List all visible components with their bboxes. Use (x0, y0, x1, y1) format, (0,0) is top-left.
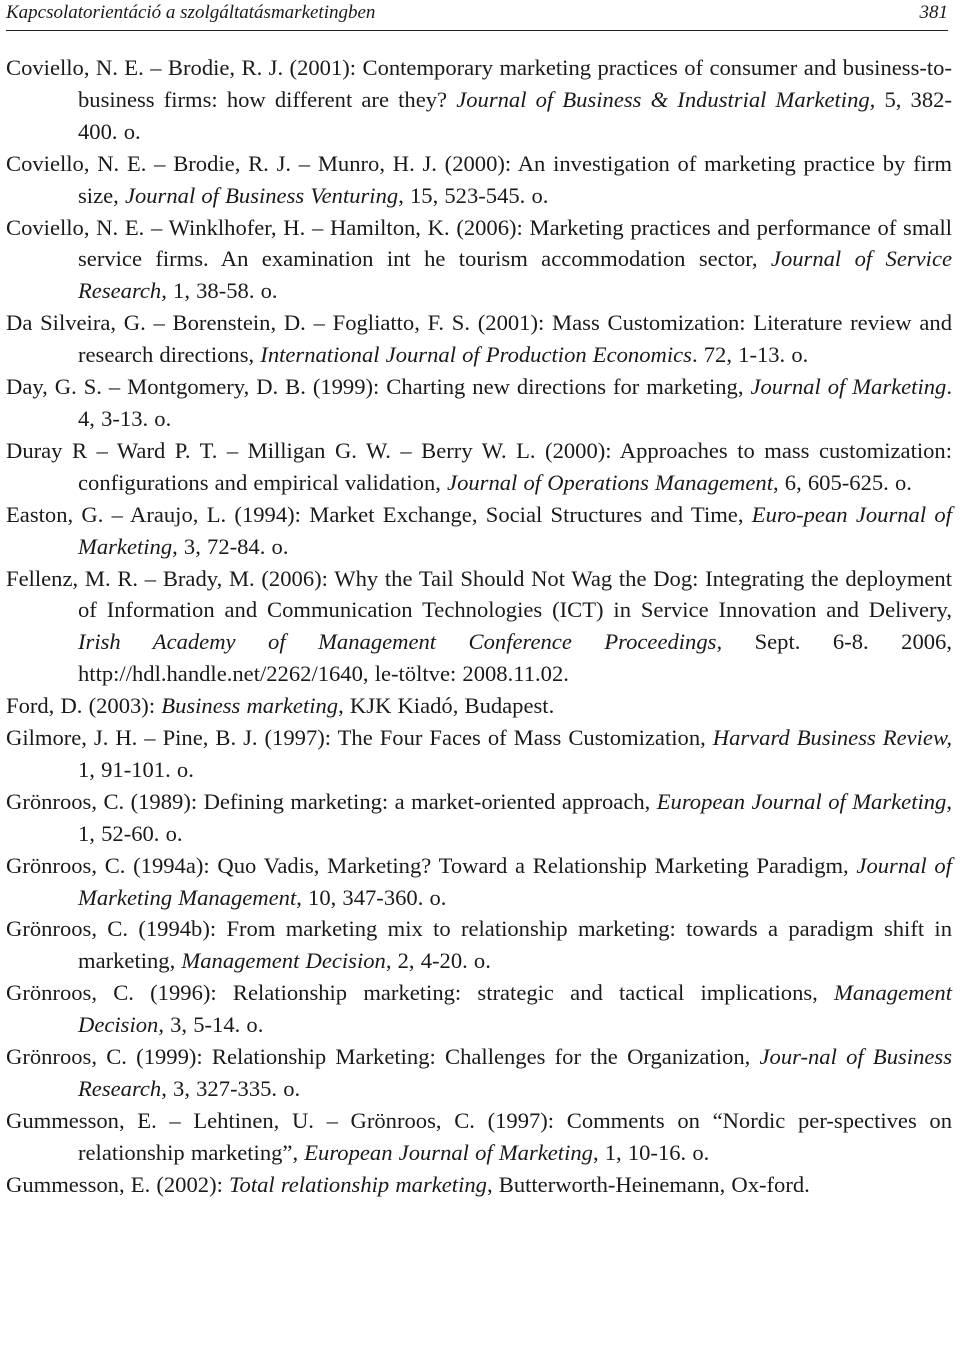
reference-text: , 10, 347-360. o. (296, 884, 447, 910)
reference-text: Duray R – Ward P. T. – Milligan G. W. – Berry W. L. (2000): Approaches to mass customization: configurations and empirical validation, (6, 437, 952, 495)
reference-text: , 6, 605-625. o. (772, 469, 912, 495)
reference-text: 1, 91-101. o. (78, 756, 194, 782)
reference-entry (6, 563, 952, 691)
reference-text: Grönroos, C. (1989): Defining marketing: a market-oriented approach, (6, 788, 657, 814)
reference-text: Coviello, N. E. – Winklhofer, H. – Hamilton, K. (2006): Marketing practices and performance of small service firms. An examination int he tourism accommodation sector, (6, 214, 952, 272)
reference-source-title: Management Decision (181, 948, 386, 974)
running-header (6, 0, 948, 31)
reference-source-title: Jour-nal of Business Research (78, 1044, 952, 1101)
reference-text: 5, 382-400. o. (78, 86, 952, 144)
reference-text: Ford, D. (2003): (6, 693, 162, 719)
reference-source-title: Euro-pean Journal of Marketing (78, 501, 952, 559)
reference-text: . 4, 3-13. o. (78, 374, 952, 431)
reference-text: Fellenz, M. R. – Brady, M. (2006): Why the Tail Should Not Wag the Dog: Integrating the deployment of Information and Communication Technologies (ICT) in Service Innovation and Delivery, (6, 565, 952, 623)
reference-source-title: Journal of Business & Industrial Marketing, (456, 86, 876, 112)
reference-source-title: Journal of Marketing Management (78, 852, 952, 910)
reference-text: Gilmore, J. H. – Pine, B. J. (1997): The Four Faces of Mass Customization, (6, 725, 713, 751)
reference-entry (6, 913, 952, 977)
reference-text: , 15, 523-545. o. (398, 182, 549, 208)
reference-source-title: Journal of Business Venturing (124, 182, 399, 208)
reference-entry (6, 371, 952, 435)
reference-text: Grönroos, C. (1994b): From marketing mix to relationship marketing: towards a paradigm shift in marketing, (6, 916, 952, 974)
reference-entry (6, 786, 952, 850)
reference-text: , 2, 4-20. o. (385, 948, 491, 974)
reference-source-title: International Journal of Production Economics (260, 342, 692, 368)
reference-text: , 3, 327-335. o. (161, 1076, 301, 1101)
reference-text: , 1, 10-16. o. (592, 1139, 710, 1165)
reference-text: , Butterworth-Heinemann, Ox-ford. (486, 1171, 810, 1197)
reference-text: Gummesson, E. (2002): (6, 1171, 230, 1197)
reference-source-title: Harvard Business Review, (712, 725, 952, 751)
reference-entry (6, 52, 952, 148)
reference-text: , 1, 52-60. o. (78, 788, 952, 846)
reference-text: Grönroos, C. (1999): Relationship Marketing: Challenges for the Organization, (6, 1044, 760, 1070)
page-number: 381 (919, 2, 948, 23)
reference-entry (6, 977, 952, 1041)
reference-source-title: Business marketing (161, 693, 339, 719)
reference-source-title: Journal of Marketing (750, 374, 947, 400)
reference-text: Da Silveira, G. – Borenstein, D. – Fogliatto, F. S. (2001): Mass Customization: Literature review and research directions, (6, 310, 952, 368)
reference-list (6, 52, 952, 1201)
reference-entry (6, 1169, 952, 1201)
reference-text: Grönroos, C. (1996): Relationship marketing: strategic and tactical implications, (6, 980, 835, 1006)
reference-text: Gummesson, E. – Lehtinen, U. – Grönroos, C. (1997): Comments on “Nordic per-spectives on relationship marketing”, (6, 1107, 952, 1165)
reference-entry (6, 148, 952, 212)
reference-entry (6, 850, 952, 914)
reference-text: Day, G. S. – Montgomery, D. B. (1999): Charting new directions for marketing, (6, 374, 751, 400)
reference-source-title: Irish Academy of Management Conference Proceedings, (78, 629, 723, 655)
reference-text: Easton, G. – Araujo, L. (1994): Market Exchange, Social Structures and Time, (6, 501, 752, 527)
reference-source-title: Management Decision (78, 980, 952, 1038)
reference-text: , 3, 5-14. o. (158, 1012, 264, 1038)
reference-source-title: European Journal of Marketing (656, 788, 947, 814)
header-title: Kapcsolatorientáció a szolgáltatásmarketingben (6, 2, 376, 23)
reference-source-title: Total relationship marketing (229, 1171, 487, 1197)
reference-entry (6, 690, 952, 722)
reference-entry (6, 722, 952, 786)
reference-text: Sept. 6-8. 2006, http://hdl.handle.net/2262/1640, le-töltve: 2008.11.02. (78, 629, 952, 687)
reference-entry (6, 499, 952, 563)
reference-text: . 72, 1-13. o. (691, 342, 809, 368)
reference-text: , KJK Kiadó, Budapest. (338, 693, 555, 719)
reference-source-title: European Journal of Marketing (304, 1139, 593, 1165)
reference-source-title: Journal of Service Research, (78, 246, 953, 304)
reference-source-title: Journal of Operations Management (447, 469, 773, 495)
reference-text: Coviello, N. E. – Brodie, R. J. (2001): Contemporary marketing practices of consumer and business-to-business firms: how different are they? (6, 55, 952, 112)
reference-text: , 3, 72-84. o. (172, 533, 289, 559)
reference-entry (6, 435, 952, 499)
reference-text: Coviello, N. E. – Brodie, R. J. – Munro, H. J. (2000): An investigation of marketing practice by firm size, (6, 150, 952, 208)
reference-entry (6, 1041, 952, 1105)
reference-text: Grönroos, C. (1994a): Quo Vadis, Marketing? Toward a Relationship Marketing Paradigm, (6, 852, 857, 878)
reference-entry (6, 212, 952, 308)
reference-entry (6, 1105, 952, 1169)
reference-entry (6, 307, 952, 371)
reference-text: 1, 38-58. o. (166, 278, 278, 304)
